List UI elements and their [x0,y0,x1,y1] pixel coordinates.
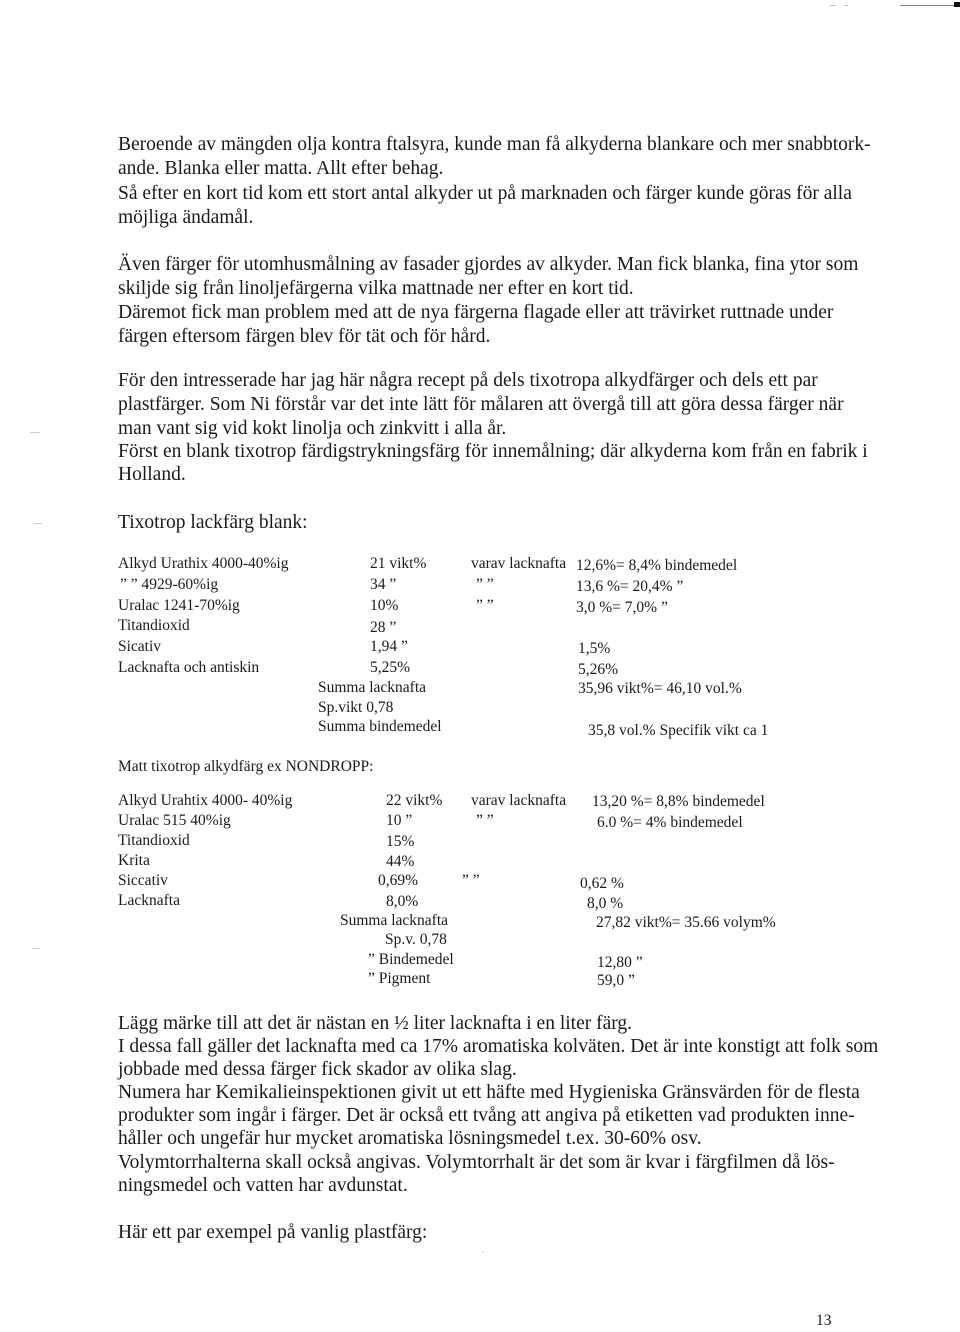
ingredient-cell: Siccativ [118,872,168,889]
summary-value: 27,82 vikt%= 35.66 volym% [596,914,776,931]
text-line: produkter som ingår i färger. Det är också ett tvång att angiva på etiketten vad produkten inne- [118,1105,855,1126]
text-line: möjliga ändamål. [118,207,254,228]
scan-speck: · [482,1248,485,1257]
result-cell: 8,0 % [587,895,624,912]
ingredient-cell: Lacknafta och antiskin [118,659,260,676]
summary-label: Summa lacknafta [318,679,427,696]
text-line: jobbade med dessa färger fick skador av olika slag. [118,1059,517,1080]
solvent-label-cell: varav lacknafta [471,555,567,572]
summary-value: 12,80 ” [597,954,643,971]
ingredient-cell: ” ” 4929-60%ig [120,576,219,593]
text-line: skiljde sig från linoljefärgerna vilka mattnade ner efter en kort tid. [118,278,634,299]
weight-cell: 28 ” [370,619,397,636]
weight-cell: 15% [386,833,415,850]
section-heading: Tixotrop lackfärg blank: [118,512,308,533]
ingredient-cell: Lacknafta [118,892,180,909]
text-line: ande. Blanka eller matta. Allt efter behag. [118,158,444,179]
ingredient-cell: Uralac 515 40%ig [118,812,231,829]
ingredient-cell: Titandioxid [118,832,190,849]
summary-label: ” Pigment [368,970,431,987]
page-number: 13 [816,1312,832,1329]
section-heading: Matt tixotrop alkydfärg ex NONDROPP: [118,758,374,775]
solvent-label-cell: varav lacknafta [471,792,567,809]
result-cell: 5,26% [578,661,619,678]
weight-cell: 0,69% [378,872,419,889]
text-line: håller och ungefär hur mycket aromatiska lösningsmedel t.ex. 30-60% osv. [118,1128,702,1149]
weight-cell: 5,25% [370,659,411,676]
weight-cell: 8,0% [386,893,419,910]
text-line: plastfärger. Som Ni förstår var det inte lätt för målaren att övergå till att göra dessa färger när [118,394,844,415]
weight-cell: 1,94 ” [370,638,408,655]
result-cell: 3,0 %= 7,0% ” [576,599,668,616]
summary-value: 59,0 ” [597,972,635,989]
scan-edge-mark [830,0,960,7]
specific-weight: Sp.vikt 0,78 [318,699,394,716]
ingredient-cell: Sicativ [118,638,162,655]
text-line: Volymtorrhalterna skall också angivas. Volymtorrhalt är det som är kvar i färgfilmen då lös- [118,1152,835,1173]
text-line: Först en blank tixotrop färdigstrykningsfärg för innemålning; där alkyderna kom från en fabrik i [118,441,868,462]
result-cell: 12,6%= 8,4% bindemedel [576,557,738,574]
text-line: För den intresserade har jag här några recept på dels tixotropa alkydfärger och dels ett par [118,370,818,391]
summary-label: Summa lacknafta [340,912,449,929]
weight-cell: 22 vikt% [386,792,443,809]
result-cell: 1,5% [578,640,611,657]
weight-cell: 10% [370,597,399,614]
text-line: Lägg märke till att det är nästan en ½ liter lacknafta i en liter färg. [118,1013,633,1034]
ingredient-cell: Titandioxid [118,617,190,634]
solvent-label-cell: ” ” [476,597,494,614]
specific-weight: Sp.v. 0,78 [385,931,447,948]
weight-cell: 44% [386,853,415,870]
summary-value: 35,96 vikt%= 46,10 vol.% [578,680,742,697]
result-cell: 6.0 %= 4% bindemedel [597,814,743,831]
result-cell: 13,6 %= 20,4% ” [576,578,684,595]
result-cell: 0,62 % [580,875,624,892]
text-line: Numera har Kemikalieinspektionen givit ut ett häfte med Hygieniska Gränsvärden för de flesta [118,1082,860,1103]
solvent-label-cell: ” ” [476,576,494,593]
result-cell: 13,20 %= 8,8% bindemedel [592,793,765,810]
text-line: Så efter en kort tid kom ett stort antal alkyder ut på marknaden och färger kunde göras för alla [118,183,852,204]
weight-cell: 10 ” [386,812,413,829]
text-line: Beroende av mängden olja kontra ftalsyra, kunde man få alkyderna blankare och mer snabbtork- [118,134,871,155]
summary-label: ” Bindemedel [368,951,454,968]
ingredient-cell: Uralac 1241-70%ig [118,597,240,614]
ingredient-cell: Alkyd Urahtix 4000- 40%ig [118,792,293,809]
text-line: Däremot fick man problem med att de nya färgerna flagade eller att trävirket ruttnade under [118,302,834,323]
weight-cell: 34 ” [370,576,397,593]
text-line: man vant sig vid kokt linolja och zinkvitt i alla år. [118,418,507,439]
ingredient-cell: Alkyd Urathix 4000-40%ig [118,555,289,572]
solvent-label-cell: ” ” [462,872,480,889]
text-line: I dessa fall gäller det lacknafta med ca 17% aromatiska kolväten. Det är inte konstigt att folk som [118,1036,879,1057]
summary-label: Summa bindemedel [318,718,442,735]
scan-margin-mark [34,523,42,524]
summary-value: 35,8 vol.% Specifik vikt ca 1 [588,722,769,739]
ingredient-cell: Krita [118,852,150,869]
scan-margin-mark [30,432,40,433]
text-line: Även färger för utomhusmålning av fasader gjordes av alkyder. Man fick blanka, fina ytor som [118,254,859,275]
paragraph-5: Här ett par exempel på vanlig plastfärg: [118,1222,428,1243]
text-line: färgen eftersom färgen blev för tät och för hård. [118,326,491,347]
text-line: Holland. [118,464,186,485]
scan-margin-mark [32,948,40,949]
text-line: ningsmedel och vatten har avdunstat. [118,1175,408,1196]
solvent-label-cell: ” ” [476,812,494,829]
weight-cell: 21 vikt% [370,555,427,572]
